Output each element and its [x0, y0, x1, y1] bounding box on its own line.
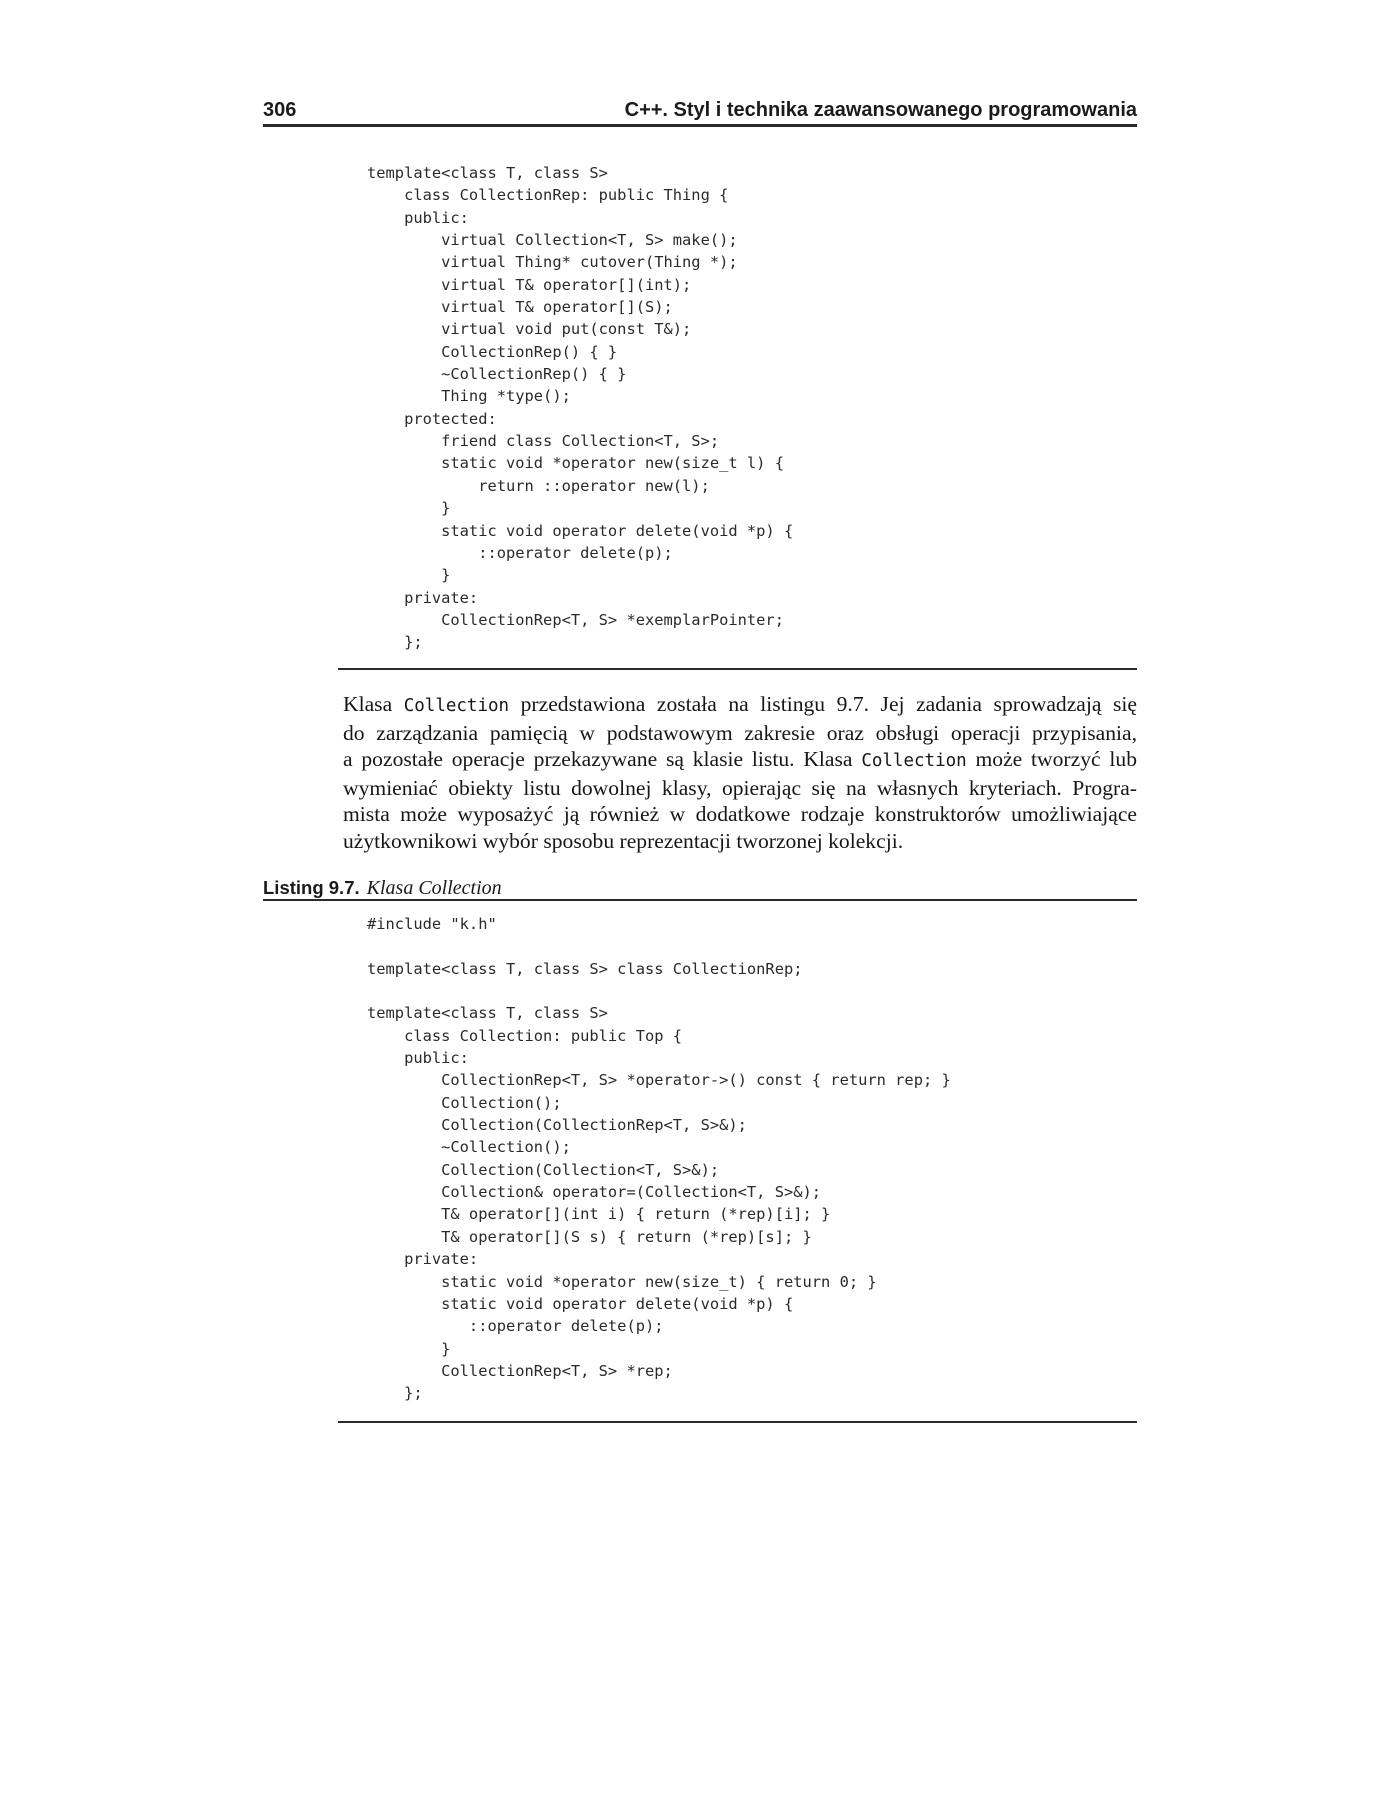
paragraph-line: mista może wyposażyć ją również w dodatkowe rodzaje konstruktorów umożliwiające	[343, 802, 1137, 826]
paragraph-line	[343, 691, 1137, 720]
header-rule	[263, 124, 1137, 127]
listing-end-rule	[338, 1421, 1137, 1423]
listing-label: Listing 9.7.	[263, 877, 360, 898]
inline-code: Collection	[861, 751, 967, 771]
running-header	[263, 96, 1137, 124]
listing-end-rule	[338, 668, 1137, 670]
code-listing-collectionrep: template<class T, class S> class CollectionRep: public Thing { public: virtual Collection<T, S> make(); virtual Thing* cutover(Thing *); virtual T& operator[](int); virtual T& operator[](S); virtual void put(const T&); CollectionRep() { } ~CollectionRep() { } Thing *type(); protected: friend class Collection<T, S>; static void *operator new(size_t l) { return ::operator new(l); } static void operator delete(void *p) { ::operator delete(p); } private: CollectionRep<T, S> *exemplarPointer; };	[367, 164, 794, 652]
text-run: a pozostałe operacje przekazywane są klasie listu. Klasa	[343, 747, 862, 771]
text-run: może tworzyć lub	[966, 747, 1137, 771]
paragraph-line	[343, 746, 1137, 775]
paragraph-line: użytkownikowi wybór sposobu reprezentacji tworzonej kolekcji.	[343, 828, 904, 853]
text-run: Klasa	[343, 692, 404, 716]
caption-rule	[263, 899, 1137, 901]
code-listing-collection: #include "k.h" template<class T, class S> class CollectionRep; template<class T, class S> class Collection: public Top { public: CollectionRep<T, S> *operator->() const { return rep; } Collection(); Collection(CollectionRep<T, S>&); ~Collection(); Collection(Collection<T, S>&); Collection& operator=(Collection<T, S>&); T& operator[](int i) { return (*rep)[i]; } T& operator[](S s) { return (*rep)[s]; } private: static void *operator new(size_t) { return 0; } static void operator delete(void *p) { ::operator delete(p); } CollectionRep<T, S> *rep; };	[367, 915, 951, 1403]
body-paragraph	[343, 691, 1137, 854]
paragraph-line: wymieniać obiekty listu dowolnej klasy, opierając się na własnych kryteriach. Progra-	[343, 775, 1137, 800]
listing-caption	[263, 875, 502, 901]
listing-title: Klasa Collection	[366, 877, 502, 899]
book-title: C++. Styl i technika zaawansowanego programowania	[624, 99, 1137, 121]
text-run: przedstawiona została na listingu 9.7. Jej zadania sprowadzają się	[509, 692, 1137, 716]
inline-code: Collection	[403, 696, 510, 716]
page-number: 306	[263, 99, 297, 121]
paragraph-line: do zarządzania pamięcią w podstawowym zakresie oraz obsługi operacji przypisania,	[343, 720, 1137, 745]
